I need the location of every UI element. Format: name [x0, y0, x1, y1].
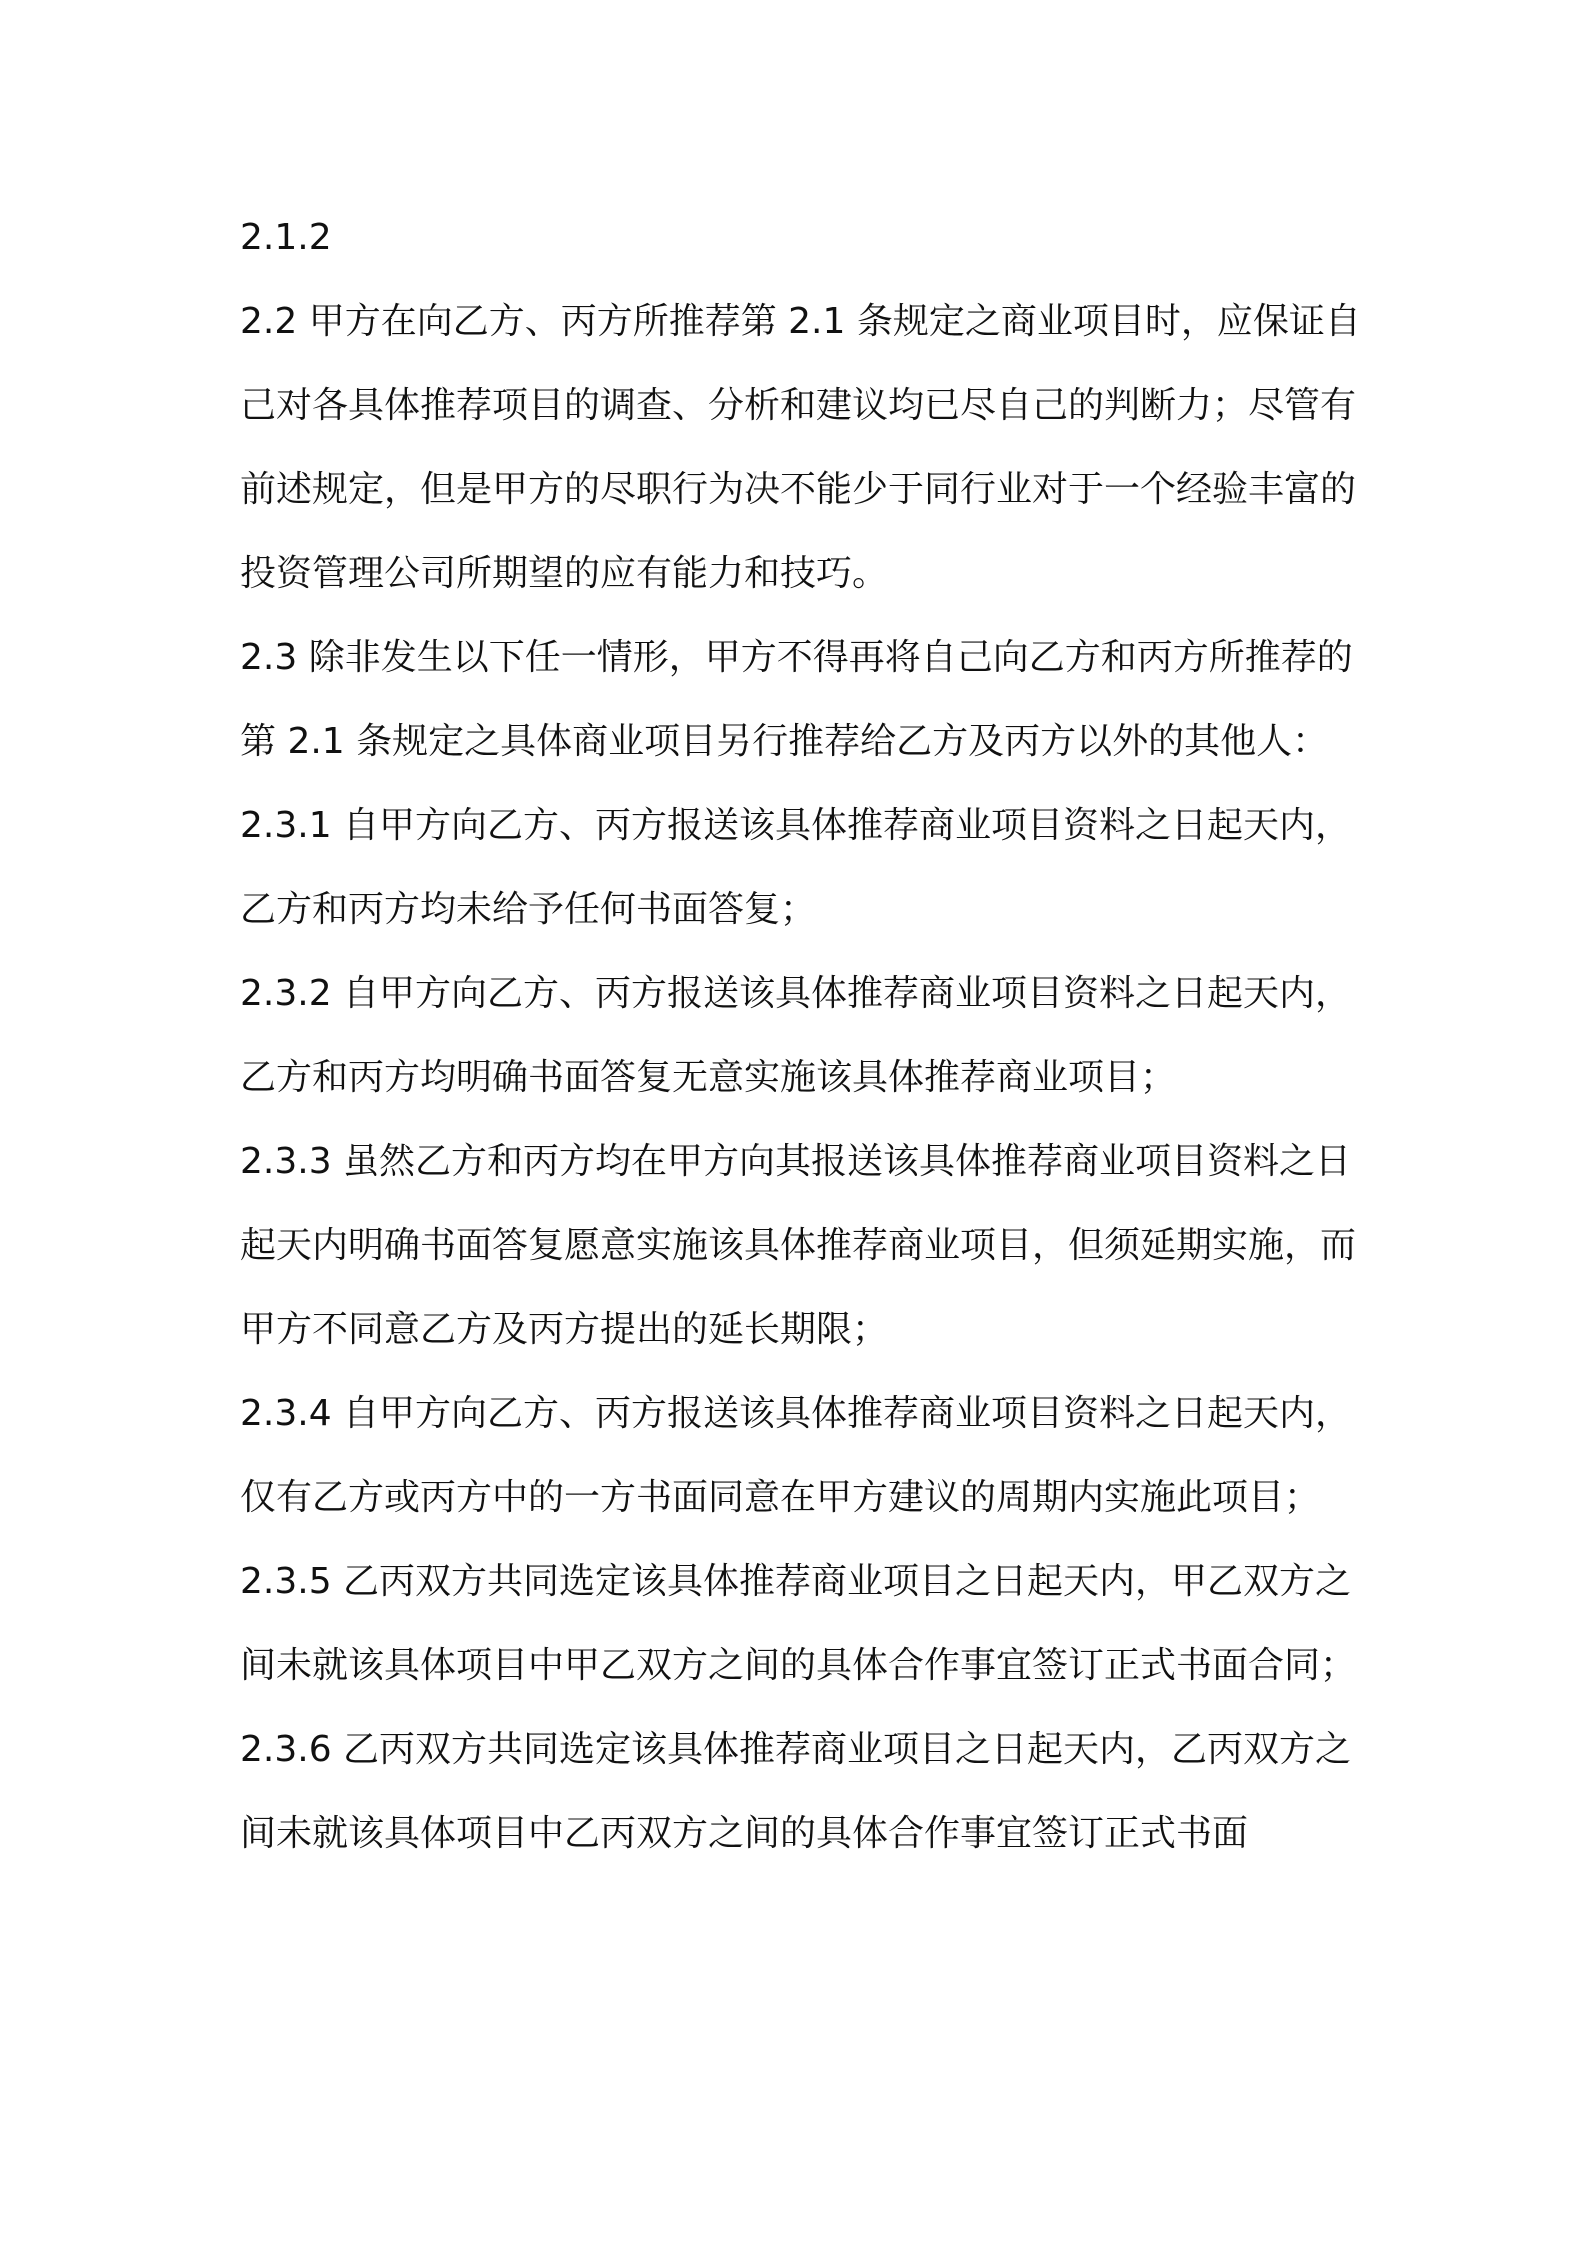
document-body: [240, 196, 1380, 1876]
clause-2-3: 2.3 除非发生以下任一情形，甲方不得再将自己向乙方和丙方所推荐的第 2.1 条规定之具体商业项目另行推荐给乙方及丙方以外的其他人：: [240, 637, 1353, 762]
clause-2-1-2: 2.1.2: [240, 217, 332, 258]
clause-2-3-4: 2.3.4 自甲方向乙方、丙方报送该具体推荐商业项目资料之日起天内，仅有乙方或丙方中的一方书面同意在甲方建议的周期内实施此项目；: [240, 1393, 1352, 1518]
clause-2-2: 2.2 甲方在向乙方、丙方所推荐第 2.1 条规定之商业项目时，应保证自己对各具体推荐项目的调查、分析和建议均已尽自己的判断力；尽管有前述规定，但是甲方的尽职行为决不能少于同行业对于一个经验丰富的投资管理公司所期望的应有能力和技巧。: [240, 301, 1361, 594]
clause-2-3-1: 2.3.1 自甲方向乙方、丙方报送该具体推荐商业项目资料之日起天内，乙方和丙方均未给予任何书面答复；: [240, 805, 1352, 930]
clause-2-3-3: 2.3.3 虽然乙方和丙方均在甲方向其报送该具体推荐商业项目资料之日起天内明确书面答复愿意实施该具体推荐商业项目，但须延期实施，而甲方不同意乙方及丙方提出的延长期限；: [240, 1141, 1357, 1350]
clause-2-3-2: 2.3.2 自甲方向乙方、丙方报送该具体推荐商业项目资料之日起天内，乙方和丙方均明确书面答复无意实施该具体推荐商业项目；: [240, 973, 1352, 1098]
clause-2-3-5: 2.3.5 乙丙双方共同选定该具体推荐商业项目之日起天内，甲乙双方之间未就该具体项目中甲乙双方之间的具体合作事宜签订正式书面合同；: [240, 1561, 1357, 1686]
clause-2-3-6: 2.3.6 乙丙双方共同选定该具体推荐商业项目之日起天内，乙丙双方之间未就该具体项目中乙丙双方之间的具体合作事宜签订正式书面: [240, 1729, 1352, 1854]
